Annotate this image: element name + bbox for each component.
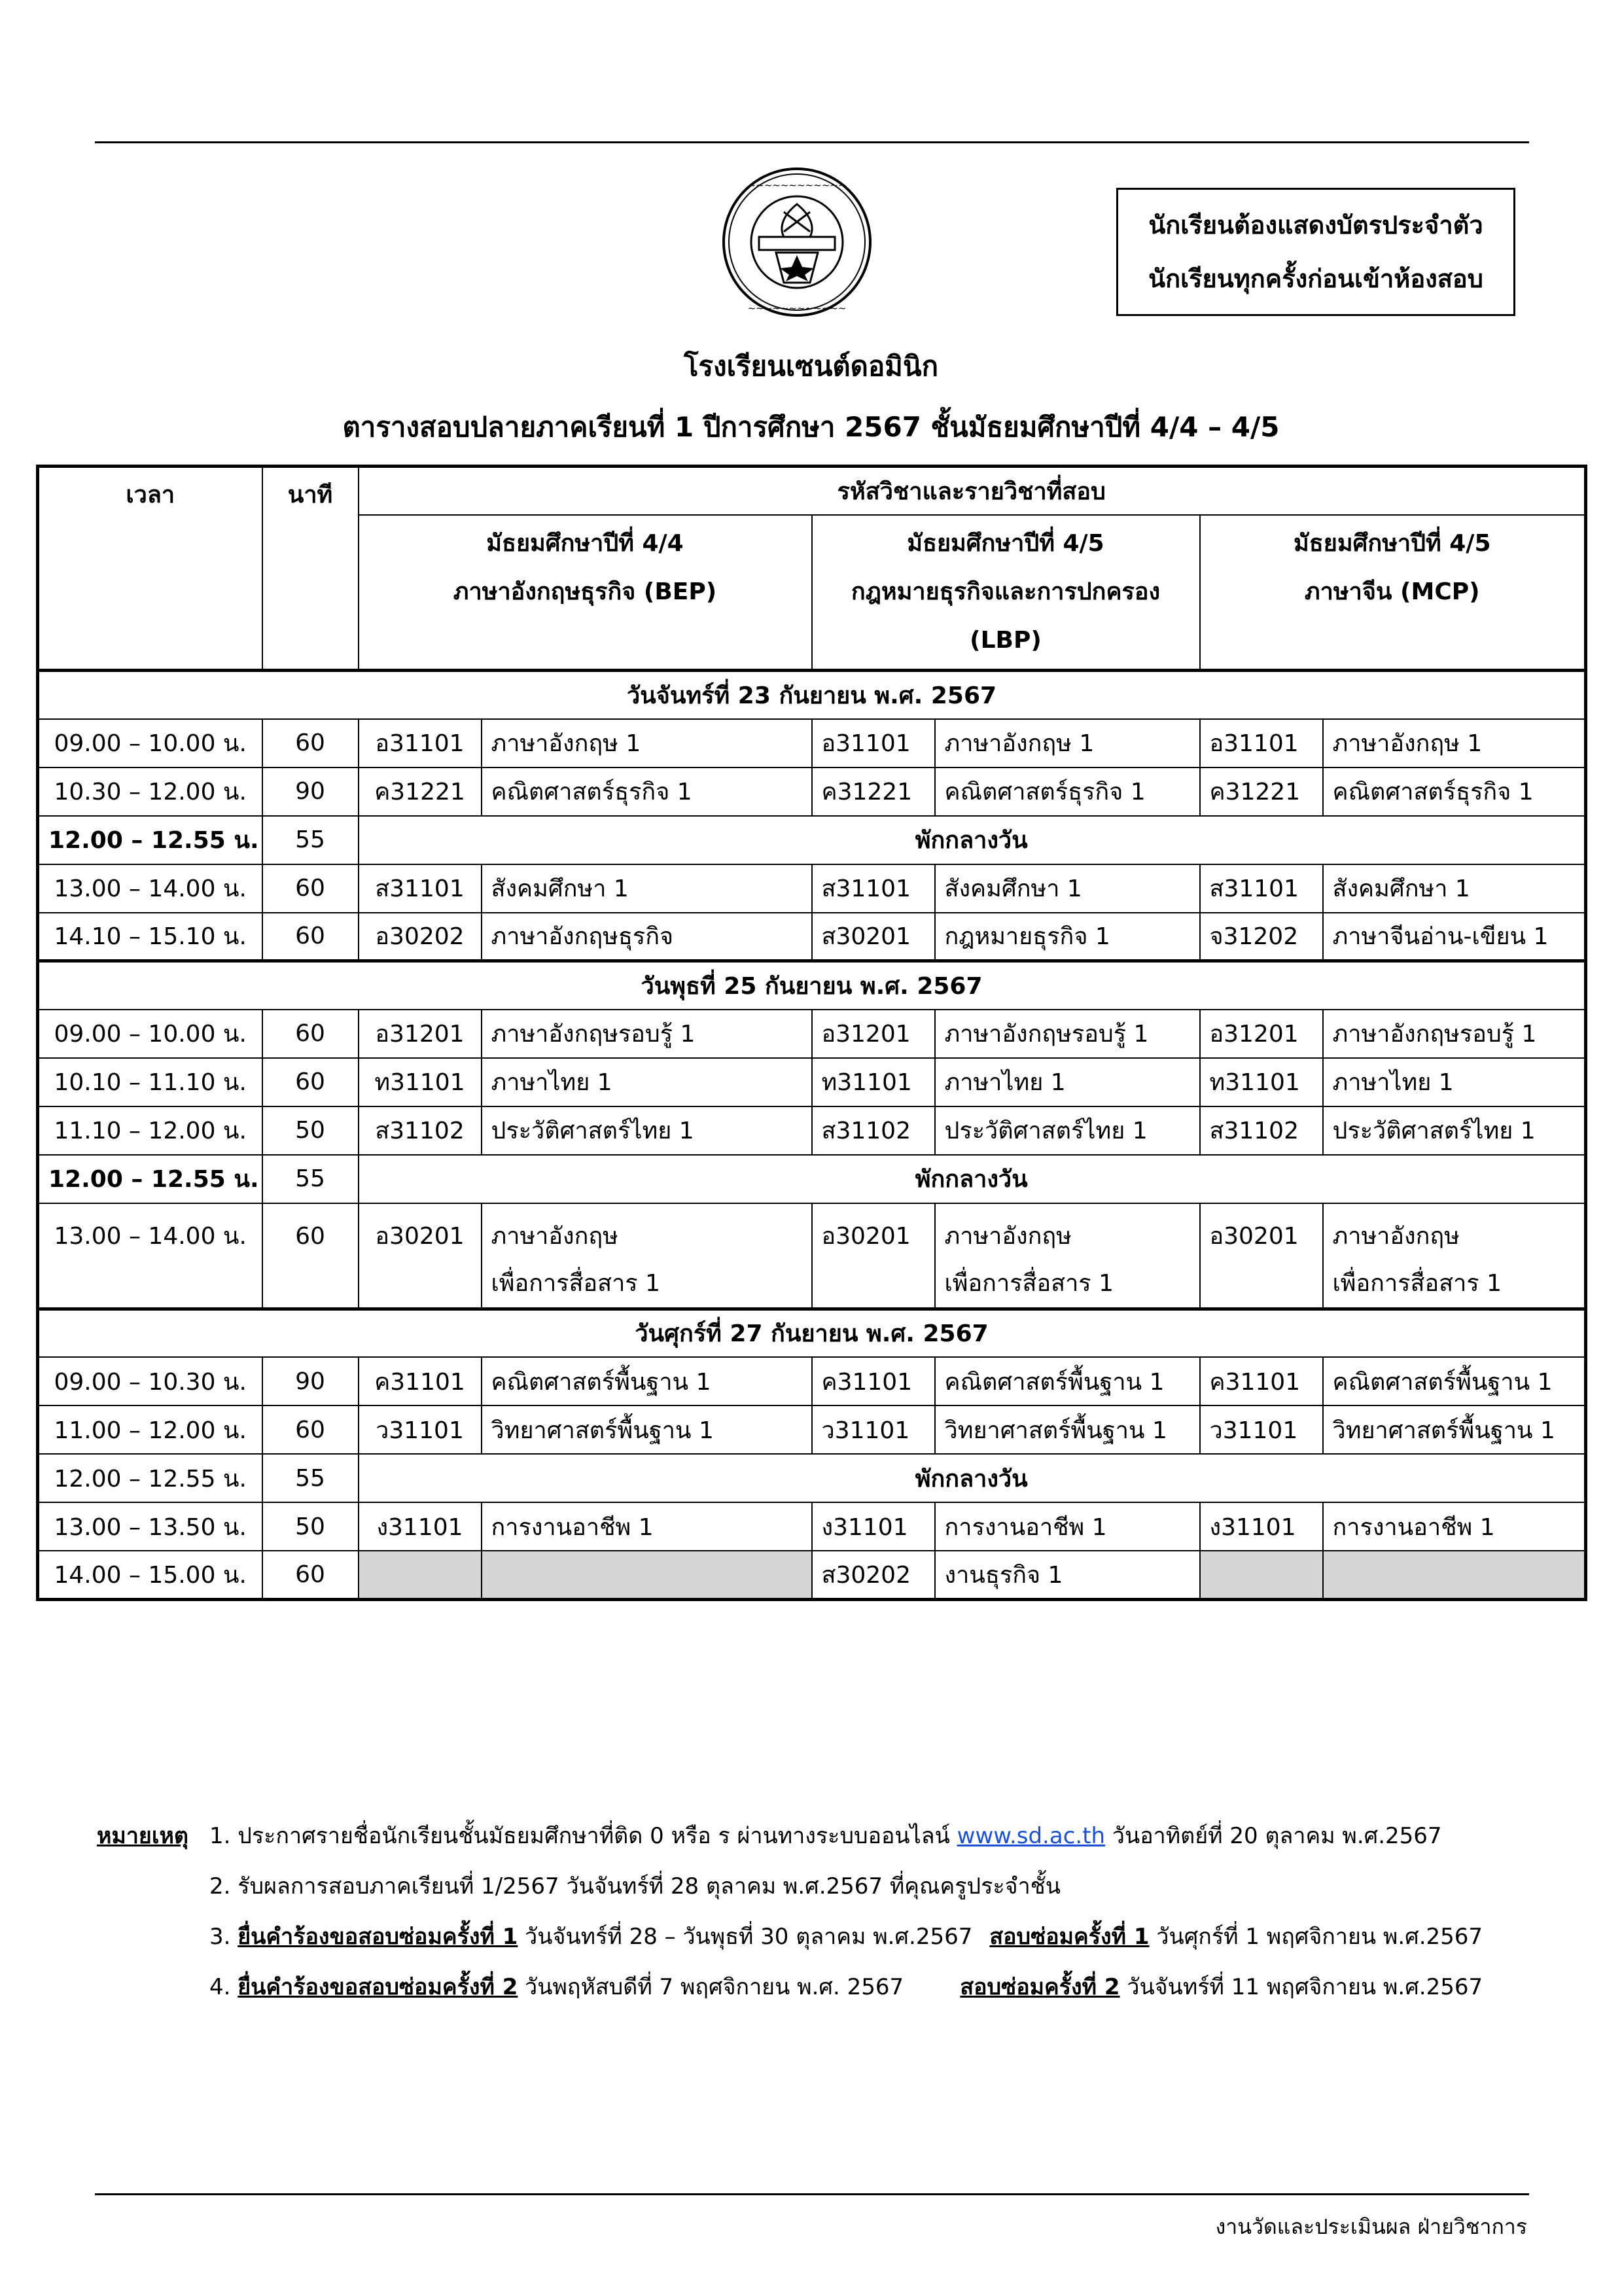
minutes-cell: 50 — [262, 1502, 359, 1551]
subject-code: ส30202 — [812, 1551, 935, 1599]
group-line: ภาษาอังกฤษธุรกิจ (BEP) — [453, 578, 717, 605]
table-row — [38, 1357, 1586, 1405]
subject-name-line: ภาษาอังกฤษรอบรู้ 1 — [491, 1021, 696, 1048]
table-row — [38, 1203, 1586, 1309]
minutes-cell: 60 — [262, 1010, 359, 1058]
subject-name-line: ประวัติศาสตร์ไทย 1 — [491, 1118, 694, 1144]
subject-code: ค31101 — [359, 1357, 482, 1405]
subject-name-line: วิทยาศาสตร์พื้นฐาน 1 — [1332, 1417, 1555, 1444]
group-header-4-5-lbp — [812, 515, 1200, 671]
subject-code: ส31102 — [1200, 1106, 1323, 1155]
subject-code: ส31102 — [359, 1106, 482, 1155]
subject-name-line: การงานอาชีพ 1 — [944, 1513, 1107, 1541]
table-row — [38, 1058, 1586, 1106]
svg-text:~~~~~~~~~~~~: ~~~~~~~~~~~~ — [747, 302, 847, 314]
subject-name — [935, 719, 1200, 768]
group-line: กฎหมายธุรกิจและการปกครอง — [851, 578, 1161, 605]
minutes-cell: 60 — [262, 1203, 359, 1309]
note-text: วันจันทร์ที่ 11 พฤศจิกายน พ.ศ.2567 — [1120, 1974, 1483, 2000]
note-text: 1. ประกาศรายชื่อนักเรียนชั้นมัธยมศึกษาที่ติด 0 หรือ ร ผ่านทางระบบออนไลน์ — [209, 1823, 957, 1849]
time-cell: 13.00 – 13.50 น. — [38, 1502, 262, 1551]
subject-name-line: ภาษาจีนอ่าน-เขียน 1 — [1332, 923, 1549, 951]
subject-code: อ31201 — [359, 1010, 482, 1058]
minutes-cell: 60 — [262, 864, 359, 913]
subject-code: อ31201 — [812, 1010, 935, 1058]
day-header: วันพุธที่ 25 กันยายน พ.ศ. 2567 — [38, 961, 1586, 1010]
table-row — [38, 1010, 1586, 1058]
subject-code: ท31101 — [812, 1058, 935, 1106]
subject-name — [935, 1010, 1200, 1058]
table-row — [38, 1502, 1586, 1551]
note-emphasis: สอบซ่อมครั้งที่ 1 — [989, 1924, 1150, 1950]
table-row — [38, 1454, 1586, 1502]
subject-name-line: สังคมศึกษา 1 — [491, 875, 629, 902]
note-text: วันศุกร์ที่ 1 พฤศจิกายน พ.ศ.2567 — [1149, 1924, 1483, 1950]
subject-name-line: ประวัติศาสตร์ไทย 1 — [944, 1118, 1148, 1144]
group-line: มัธยมศึกษาปีที่ 4/5 — [1294, 529, 1491, 557]
exam-schedule-table — [36, 465, 1587, 1601]
subject-name-line: ภาษาอังกฤษ 1 — [491, 730, 641, 757]
time-cell: 11.10 – 12.00 น. — [38, 1106, 262, 1155]
subject-name — [482, 1106, 812, 1155]
minutes-cell: 60 — [262, 1551, 359, 1599]
subject-name — [935, 768, 1200, 816]
subject-name-line: คณิตศาสตร์พื้นฐาน 1 — [491, 1368, 711, 1396]
minutes-cell: 55 — [262, 1454, 359, 1502]
subject-code: ส31102 — [812, 1106, 935, 1155]
subject-name-line: วิทยาศาสตร์พื้นฐาน 1 — [491, 1417, 714, 1444]
subject-name-line: คณิตศาสตร์ธุรกิจ 1 — [944, 779, 1146, 805]
table-row — [38, 816, 1586, 864]
subject-name-line: วิทยาศาสตร์พื้นฐาน 1 — [944, 1417, 1167, 1444]
subject-name-line: สังคมศึกษา 1 — [944, 875, 1082, 902]
subject-name — [482, 719, 812, 768]
footer-department: งานวัดและประเมินผล ฝ่ายวิชาการ — [1215, 2214, 1527, 2239]
subject-code: อ31101 — [359, 719, 482, 768]
subject-name-line: เพื่อการสื่อสาร 1 — [1332, 1269, 1502, 1297]
note-emphasis: ยื่นคำร้องขอสอบซ่อมครั้งที่ 1 — [238, 1924, 518, 1950]
table-row — [38, 719, 1586, 768]
subject-code — [1200, 1551, 1323, 1599]
subject-code: อ31201 — [1200, 1010, 1323, 1058]
remarks-section — [97, 1811, 1483, 2013]
subject-code: ง31101 — [359, 1502, 482, 1551]
subject-name-line: เพื่อการสื่อสาร 1 — [944, 1269, 1114, 1297]
subject-code: อ30201 — [812, 1203, 935, 1309]
subject-code — [359, 1551, 482, 1599]
table-row — [38, 1155, 1586, 1203]
time-cell: 14.00 – 15.00 น. — [38, 1551, 262, 1599]
subject-name-line: กฎหมายธุรกิจ 1 — [944, 923, 1110, 951]
subject-name — [1323, 1551, 1586, 1599]
subject-name — [482, 913, 812, 961]
schedule-title: ตารางสอบปลายภาคเรียนที่ 1 ปีการศึกษา 2567 ชั้นมัธยมศึกษาปีที่ 4/4 – 4/5 — [342, 411, 1280, 443]
subject-name-line: ภาษาอังกฤษรอบรู้ 1 — [1332, 1021, 1537, 1048]
note-text: 3. — [209, 1924, 238, 1950]
minutes-cell: 55 — [262, 816, 359, 864]
time-cell: 12.00 – 12.55 น. — [38, 1454, 262, 1502]
note-emphasis: สอบซ่อมครั้งที่ 2 — [960, 1974, 1120, 2000]
table-row — [38, 913, 1586, 961]
school-website-link[interactable]: www.sd.ac.th — [957, 1823, 1106, 1849]
subject-name-line: ภาษาไทย 1 — [944, 1069, 1066, 1096]
note-2 — [97, 1862, 1483, 1912]
notice-line-1: นักเรียนต้องแสดงบัตรประจำตัว — [1148, 211, 1483, 239]
subject-code: ส31101 — [359, 864, 482, 913]
subject-name — [1323, 1010, 1586, 1058]
subject-name — [935, 1357, 1200, 1405]
subject-name — [482, 768, 812, 816]
subject-name — [482, 1357, 812, 1405]
minutes-cell: 60 — [262, 719, 359, 768]
subject-name-line: ภาษาอังกฤษ — [491, 1222, 618, 1250]
header-time: เวลา — [38, 467, 262, 671]
subject-name-line: การงานอาชีพ 1 — [491, 1513, 654, 1541]
subject-code: ง31101 — [812, 1502, 935, 1551]
notice-line-2: นักเรียนทุกครั้งก่อนเข้าห้องสอบ — [1148, 264, 1483, 293]
subject-name-line: คณิตศาสตร์ธุรกิจ 1 — [1332, 779, 1534, 805]
time-cell: 13.00 – 14.00 น. — [38, 1203, 262, 1309]
minutes-cell: 55 — [262, 1155, 359, 1203]
subject-name-line: การงานอาชีพ 1 — [1332, 1513, 1495, 1541]
subject-code: ส30201 — [812, 913, 935, 961]
subject-name-line: คณิตศาสตร์พื้นฐาน 1 — [944, 1368, 1165, 1396]
group-line: มัธยมศึกษาปีที่ 4/5 — [907, 529, 1104, 557]
time-cell: 12.00 – 12.55 น. — [38, 816, 262, 864]
minutes-cell: 90 — [262, 768, 359, 816]
note-text: วันอาทิตย์ที่ 20 ตุลาคม พ.ศ.2567 — [1105, 1823, 1442, 1849]
time-cell: 12.00 – 12.55 น. — [38, 1155, 262, 1203]
subject-name-line: ภาษาอังกฤษ — [1332, 1222, 1460, 1250]
minutes-cell: 90 — [262, 1357, 359, 1405]
subject-name — [482, 864, 812, 913]
header-minutes: นาที — [262, 467, 359, 671]
subject-code: ว31101 — [1200, 1405, 1323, 1454]
subject-name — [1323, 1405, 1586, 1454]
subject-name — [935, 1058, 1200, 1106]
subject-name-line: ประวัติศาสตร์ไทย 1 — [1332, 1118, 1536, 1144]
subject-code: ค31101 — [1200, 1357, 1323, 1405]
svg-text:~~~~~~~~~~~~: ~~~~~~~~~~~~ — [747, 179, 847, 191]
subject-name — [1323, 1106, 1586, 1155]
time-cell: 11.00 – 12.00 น. — [38, 1405, 262, 1454]
subject-name — [1323, 719, 1586, 768]
day-header: วันจันทร์ที่ 23 กันยายน พ.ศ. 2567 — [38, 671, 1586, 719]
subject-name-line: ภาษาอังกฤษรอบรู้ 1 — [944, 1021, 1149, 1048]
table-row — [38, 1106, 1586, 1155]
minutes-cell: 60 — [262, 913, 359, 961]
time-cell: 09.00 – 10.30 น. — [38, 1357, 262, 1405]
subject-name-line: ภาษาอังกฤษ — [944, 1222, 1072, 1250]
remarks-label: หมายเหตุ — [97, 1823, 188, 1849]
id-card-notice-box — [1116, 188, 1515, 316]
school-seal-logo — [718, 164, 875, 321]
time-cell: 14.10 – 15.10 น. — [38, 913, 262, 961]
subject-name — [1323, 1203, 1586, 1309]
subject-code: ง31101 — [1200, 1502, 1323, 1551]
subject-name — [935, 864, 1200, 913]
subject-name-line: สังคมศึกษา 1 — [1332, 875, 1470, 902]
subject-code: ส31101 — [812, 864, 935, 913]
lunch-break-cell: พักกลางวัน — [359, 816, 1586, 864]
subject-code: อ31101 — [1200, 719, 1323, 768]
subject-name — [1323, 864, 1586, 913]
school-name: โรงเรียนเซนต์ดอมินิก — [683, 350, 939, 382]
group-line: ภาษาจีน (MCP) — [1304, 578, 1480, 605]
subject-name-line: ภาษาอังกฤษธุรกิจ — [491, 923, 674, 951]
minutes-cell: 60 — [262, 1058, 359, 1106]
subject-code: ท31101 — [1200, 1058, 1323, 1106]
subject-code: จ31202 — [1200, 913, 1323, 961]
day-header: วันศุกร์ที่ 27 กันยายน พ.ศ. 2567 — [38, 1309, 1586, 1357]
subject-code: อ30201 — [1200, 1203, 1323, 1309]
subject-name-line: งานธุรกิจ 1 — [944, 1561, 1063, 1589]
time-cell: 13.00 – 14.00 น. — [38, 864, 262, 913]
group-line: (LBP) — [970, 626, 1042, 654]
subject-name-line: เพื่อการสื่อสาร 1 — [491, 1269, 660, 1297]
subject-name — [1323, 913, 1586, 961]
subject-code: ว31101 — [812, 1405, 935, 1454]
top-rule — [95, 141, 1529, 143]
group-header-4-5-mcp — [1200, 515, 1586, 671]
time-cell: 10.30 – 12.00 น. — [38, 768, 262, 816]
subject-code: ส31101 — [1200, 864, 1323, 913]
bottom-rule — [95, 2193, 1529, 2195]
note-text: วันจันทร์ที่ 28 – วันพุธที่ 30 ตุลาคม พ.ศ.2567 — [518, 1924, 973, 1950]
subject-name-line: คณิตศาสตร์พื้นฐาน 1 — [1332, 1368, 1553, 1396]
subject-code: ค31221 — [359, 768, 482, 816]
subject-name — [1323, 1357, 1586, 1405]
note-1 — [97, 1811, 1483, 1862]
note-text: 2. รับผลการสอบภาคเรียนที่ 1/2567 วันจันทร์ที่ 28 ตุลาคม พ.ศ.2567 ที่คุณครูประจำชั้น — [209, 1873, 1061, 1899]
table-row — [38, 1405, 1586, 1454]
group-line: มัธยมศึกษาปีที่ 4/4 — [486, 529, 684, 557]
note-text: 4. — [209, 1974, 238, 2000]
time-cell: 10.10 – 11.10 น. — [38, 1058, 262, 1106]
subject-code: อ30202 — [359, 913, 482, 961]
subject-name — [482, 1405, 812, 1454]
time-cell: 09.00 – 10.00 น. — [38, 719, 262, 768]
subject-code: ว31101 — [359, 1405, 482, 1454]
subject-name — [935, 913, 1200, 961]
subject-name — [935, 1405, 1200, 1454]
minutes-cell: 60 — [262, 1405, 359, 1454]
header-subjects: รหัสวิชาและรายวิชาที่สอบ — [359, 467, 1586, 515]
subject-name — [482, 1203, 812, 1309]
note-emphasis: ยื่นคำร้องขอสอบซ่อมครั้งที่ 2 — [238, 1974, 518, 2000]
minutes-cell: 50 — [262, 1106, 359, 1155]
subject-code: อ31101 — [812, 719, 935, 768]
subject-name — [935, 1203, 1200, 1309]
subject-name — [482, 1058, 812, 1106]
subject-name — [1323, 768, 1586, 816]
subject-code: ท31101 — [359, 1058, 482, 1106]
subject-name-line: คณิตศาสตร์ธุรกิจ 1 — [491, 779, 692, 805]
subject-name-line: ภาษาไทย 1 — [491, 1069, 612, 1096]
subject-code: ค31101 — [812, 1357, 935, 1405]
subject-name-line: ภาษาอังกฤษ 1 — [944, 730, 1095, 757]
note-text: วันพฤหัสบดีที่ 7 พฤศจิกายน พ.ศ. 2567 — [518, 1974, 904, 2000]
note-3 — [97, 1912, 1483, 1962]
subject-name-line: ภาษาไทย 1 — [1332, 1069, 1454, 1096]
subject-name — [482, 1010, 812, 1058]
subject-code: ค31221 — [1200, 768, 1323, 816]
group-header-4-4-bep — [359, 515, 812, 671]
subject-name — [935, 1106, 1200, 1155]
subject-name-line: ภาษาอังกฤษ 1 — [1332, 730, 1483, 757]
lunch-break-cell: พักกลางวัน — [359, 1155, 1586, 1203]
time-cell: 09.00 – 10.00 น. — [38, 1010, 262, 1058]
subject-name — [482, 1551, 812, 1599]
table-row — [38, 1551, 1586, 1599]
subject-code: ค31221 — [812, 768, 935, 816]
subject-name — [1323, 1502, 1586, 1551]
subject-name — [1323, 1058, 1586, 1106]
subject-name — [935, 1502, 1200, 1551]
table-row — [38, 864, 1586, 913]
note-4 — [97, 1962, 1483, 2013]
subject-name — [482, 1502, 812, 1551]
subject-code: อ30201 — [359, 1203, 482, 1309]
lunch-break-cell: พักกลางวัน — [359, 1454, 1586, 1502]
subject-name — [935, 1551, 1200, 1599]
table-row — [38, 768, 1586, 816]
